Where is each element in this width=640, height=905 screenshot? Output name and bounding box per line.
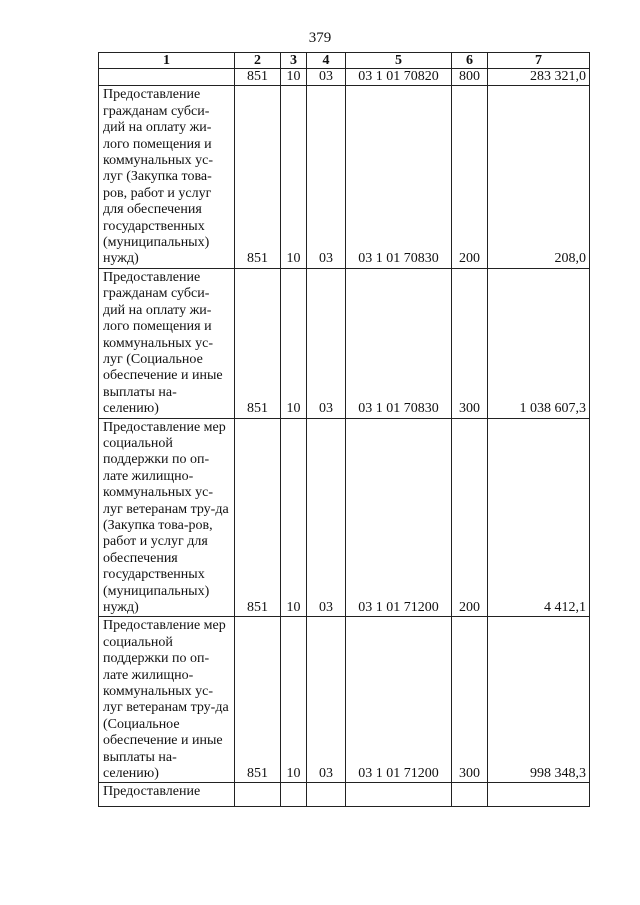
code-section: 10: [281, 86, 307, 268]
column-header: 4: [307, 53, 346, 69]
column-header: 5: [346, 53, 452, 69]
code-ministry: [235, 783, 281, 807]
code-target: 03 1 01 70820: [346, 69, 452, 86]
column-header: 3: [281, 53, 307, 69]
code-section: [281, 783, 307, 807]
budget-table: [98, 52, 590, 807]
code-subsection: 03: [307, 418, 346, 617]
row-name: Предоставление: [99, 783, 235, 807]
code-ministry: 851: [235, 86, 281, 268]
code-expense-type: 200: [452, 418, 488, 617]
code-subsection: 03: [307, 617, 346, 783]
table-row: [99, 86, 590, 268]
code-section: 10: [281, 418, 307, 617]
code-target: [346, 783, 452, 807]
code-target: 03 1 01 70830: [346, 268, 452, 418]
code-target: 03 1 01 70830: [346, 86, 452, 268]
code-section: 10: [281, 617, 307, 783]
code-ministry: 851: [235, 268, 281, 418]
page-number: 379: [308, 30, 332, 46]
amount: 208,0: [488, 86, 590, 268]
table-row: [99, 69, 590, 86]
code-section: 10: [281, 69, 307, 86]
table-row: [99, 418, 590, 617]
column-header: 2: [235, 53, 281, 69]
column-header: 7: [488, 53, 590, 69]
row-name: Предоставление мер социальной поддержки по оп-лате жилищно-коммунальных ус-луг ветеранам тру-да (Закупка това-ров, работ и услуг для обеспечения государственных (муниципальных) нужд): [99, 418, 235, 617]
row-name: [99, 69, 235, 86]
code-expense-type: [452, 783, 488, 807]
row-name: Предоставление гражданам субси-дий на оплату жи-лого помещения и коммунальных ус-луг (Социальное обеспечение и иные выплаты на-селению): [99, 268, 235, 418]
amount: 1 038 607,3: [488, 268, 590, 418]
code-expense-type: 800: [452, 69, 488, 86]
amount: 4 412,1: [488, 418, 590, 617]
code-ministry: 851: [235, 418, 281, 617]
code-target: 03 1 01 71200: [346, 418, 452, 617]
column-header: 6: [452, 53, 488, 69]
code-ministry: 851: [235, 617, 281, 783]
amount: 283 321,0: [488, 69, 590, 86]
amount: [488, 783, 590, 807]
code-ministry: 851: [235, 69, 281, 86]
code-section: 10: [281, 268, 307, 418]
code-subsection: 03: [307, 268, 346, 418]
code-subsection: 03: [307, 86, 346, 268]
row-name: Предоставление мер социальной поддержки по оп-лате жилищно-коммунальных ус-луг ветеранам тру-да (Социальное обеспечение и иные выплаты на-селению): [99, 617, 235, 783]
code-subsection: [307, 783, 346, 807]
code-expense-type: 200: [452, 86, 488, 268]
code-expense-type: 300: [452, 617, 488, 783]
code-target: 03 1 01 71200: [346, 617, 452, 783]
amount: 998 348,3: [488, 617, 590, 783]
table-row: [99, 268, 590, 418]
row-name: Предоставление гражданам субси-дий на оплату жи-лого помещения и коммунальных ус-луг (Закупка това-ров, работ и услуг для обеспечения государственных (муниципальных) нужд): [99, 86, 235, 268]
code-expense-type: 300: [452, 268, 488, 418]
table-header-row: [99, 53, 590, 69]
table-row: [99, 783, 590, 807]
table-row: [99, 617, 590, 783]
column-header: 1: [99, 53, 235, 69]
code-subsection: 03: [307, 69, 346, 86]
